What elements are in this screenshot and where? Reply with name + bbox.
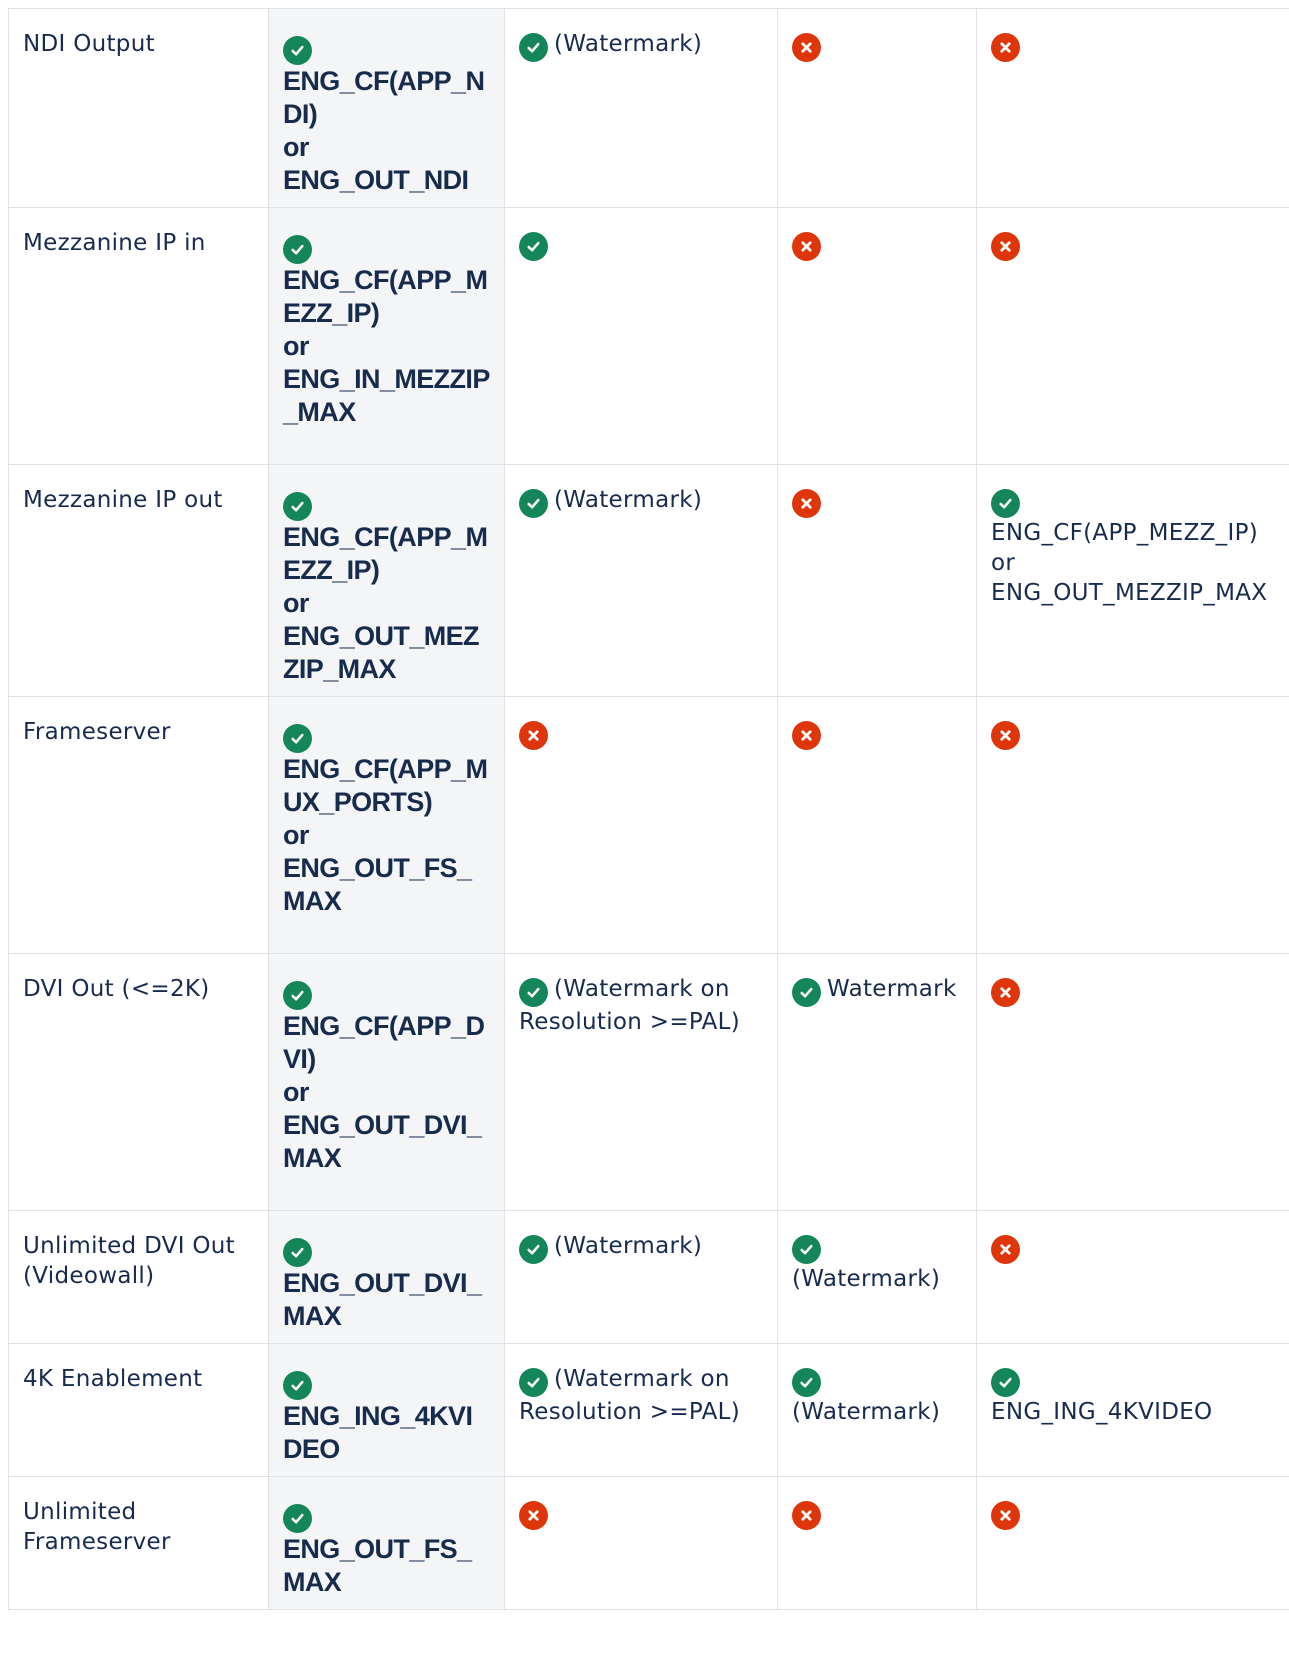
status-line xyxy=(283,228,490,264)
status-line xyxy=(991,1364,1275,1397)
feature-cell xyxy=(9,1211,269,1344)
status-line xyxy=(792,1364,962,1397)
cross-icon xyxy=(792,489,821,518)
feature-label: DVI Out (<=2K) xyxy=(23,976,210,1002)
status-line xyxy=(991,974,1275,1007)
edition-cell xyxy=(778,954,977,1211)
cross-icon xyxy=(792,232,821,261)
edition-cell xyxy=(977,697,1289,954)
license-code-line: ENG_ING_4KVIDEO xyxy=(283,1401,473,1464)
status-line xyxy=(283,1231,490,1267)
edition-cell xyxy=(778,9,977,208)
feature-cell xyxy=(9,1477,269,1610)
status-line xyxy=(519,1497,763,1530)
check-icon xyxy=(283,235,312,264)
license-code-line: ENG_OUT_MEZZIP_MAX xyxy=(991,580,1268,606)
check-icon xyxy=(283,1371,312,1400)
status-line xyxy=(991,485,1275,518)
license-requirement-cell xyxy=(269,1344,505,1477)
feature-label: Mezzanine IP in xyxy=(23,230,206,256)
edition-cell xyxy=(778,465,977,697)
table-row xyxy=(9,697,1289,954)
edition-cell xyxy=(505,954,778,1211)
license-code-line: ENG_CF(APP_MUX_PORTS) xyxy=(283,754,488,817)
feature-label: NDI Output xyxy=(23,31,155,57)
license-requirement-cell xyxy=(269,697,505,954)
feature-cell xyxy=(9,208,269,465)
license-code-line: ENG_CF(APP_NDI) xyxy=(283,66,485,129)
status-line xyxy=(792,228,962,261)
license-code-line: or xyxy=(283,132,309,162)
cross-icon xyxy=(991,1235,1020,1264)
cross-icon xyxy=(792,721,821,750)
edition-cell xyxy=(778,208,977,465)
check-icon xyxy=(792,978,821,1007)
license-code-line: ENG_OUT_NDI xyxy=(283,165,469,195)
edition-cell xyxy=(505,1344,778,1477)
license-code-line: or xyxy=(283,331,309,361)
table-body xyxy=(9,9,1289,1610)
check-icon xyxy=(283,1504,312,1533)
status-line xyxy=(519,1233,702,1259)
status-note: Watermark xyxy=(827,976,957,1002)
edition-cell xyxy=(778,1477,977,1610)
edition-cell xyxy=(977,1211,1289,1344)
status-line xyxy=(991,228,1275,261)
license-code-line: ENG_CF(APP_DVI) xyxy=(283,1011,485,1074)
edition-cell xyxy=(778,697,977,954)
license-code-line: ENG_OUT_FS_MAX xyxy=(283,853,472,916)
status-line xyxy=(283,974,490,1010)
status-line xyxy=(991,717,1275,750)
status-line xyxy=(283,1497,490,1533)
status-line xyxy=(991,1497,1275,1530)
check-icon xyxy=(519,1235,548,1264)
edition-cell xyxy=(505,697,778,954)
license-code-line: ENG_OUT_MEZZIP_MAX xyxy=(283,621,479,684)
license-requirement-cell xyxy=(269,208,505,465)
license-code-line: ENG_OUT_FS_MAX xyxy=(283,1534,472,1597)
status-line xyxy=(792,1497,962,1530)
cross-icon xyxy=(519,721,548,750)
edition-cell xyxy=(977,9,1289,208)
table-row xyxy=(9,9,1289,208)
table-row xyxy=(9,208,1289,465)
cross-icon xyxy=(991,1501,1020,1530)
status-line xyxy=(283,1364,490,1400)
edition-cell xyxy=(977,208,1289,465)
check-icon xyxy=(792,1235,821,1264)
status-note: (Watermark) xyxy=(554,31,703,57)
check-icon xyxy=(519,1368,548,1397)
status-line xyxy=(519,717,763,750)
check-icon xyxy=(519,232,548,261)
feature-cell xyxy=(9,697,269,954)
status-note: (Watermark on Resolution >=PAL) xyxy=(519,1366,741,1425)
cross-icon xyxy=(519,1501,548,1530)
table-row xyxy=(9,1344,1289,1477)
check-icon xyxy=(991,1368,1020,1397)
check-icon xyxy=(283,981,312,1010)
cross-icon xyxy=(792,33,821,62)
edition-cell xyxy=(977,1344,1289,1477)
license-code-line: or xyxy=(283,820,309,850)
feature-label: Frameserver xyxy=(23,719,171,745)
edition-cell xyxy=(778,1211,977,1344)
status-line xyxy=(792,717,962,750)
edition-cell xyxy=(977,465,1289,697)
cross-icon xyxy=(991,721,1020,750)
edition-cell xyxy=(977,954,1289,1211)
check-icon xyxy=(283,492,312,521)
status-line xyxy=(792,976,957,1002)
license-code-line: or xyxy=(991,550,1016,576)
edition-cell xyxy=(505,465,778,697)
license-requirement-cell xyxy=(269,465,505,697)
check-icon xyxy=(991,489,1020,518)
status-note: (Watermark) xyxy=(554,487,703,513)
license-code-line: (Watermark) xyxy=(792,1399,941,1425)
status-line xyxy=(519,487,702,513)
status-line xyxy=(283,485,490,521)
edition-cell xyxy=(778,1344,977,1477)
license-code-line: ENG_OUT_DVI_MAX xyxy=(283,1110,482,1173)
check-icon xyxy=(283,36,312,65)
status-line xyxy=(991,1231,1275,1264)
cross-icon xyxy=(991,232,1020,261)
check-icon xyxy=(283,724,312,753)
status-line xyxy=(792,29,962,62)
license-requirement-cell xyxy=(269,954,505,1211)
license-code-line: or xyxy=(283,588,309,618)
license-code-line: (Watermark) xyxy=(792,1266,941,1292)
license-code-line: ENG_CF(APP_MEZZ_IP) xyxy=(283,265,488,328)
feature-label: Mezzanine IP out xyxy=(23,487,223,513)
cross-icon xyxy=(991,33,1020,62)
status-line xyxy=(792,1231,962,1264)
feature-label: 4K Enablement xyxy=(23,1366,203,1392)
status-line xyxy=(283,29,490,65)
license-requirement-cell xyxy=(269,9,505,208)
feature-cell xyxy=(9,954,269,1211)
status-line xyxy=(519,31,702,57)
edition-cell xyxy=(505,208,778,465)
check-icon xyxy=(519,489,548,518)
check-icon xyxy=(519,33,548,62)
check-icon xyxy=(283,1238,312,1267)
license-requirement-cell xyxy=(269,1211,505,1344)
table-row xyxy=(9,1211,1289,1344)
feature-cell xyxy=(9,1344,269,1477)
feature-label: Unlimited DVI Out (Videowall) xyxy=(23,1233,235,1289)
license-code-line: ENG_CF(APP_MEZZ_IP) xyxy=(283,522,488,585)
license-requirement-cell xyxy=(269,1477,505,1610)
feature-cell xyxy=(9,465,269,697)
edition-cell xyxy=(505,1211,778,1344)
table-row xyxy=(9,465,1289,697)
cross-icon xyxy=(991,978,1020,1007)
check-icon xyxy=(519,978,548,1007)
status-note: (Watermark on Resolution >=PAL) xyxy=(519,976,741,1035)
status-line xyxy=(519,976,740,1035)
edition-cell xyxy=(977,1477,1289,1610)
check-icon xyxy=(792,1368,821,1397)
license-table xyxy=(8,8,1289,1610)
edition-cell xyxy=(505,9,778,208)
license-code-line: ENG_ING_4KVIDEO xyxy=(991,1399,1213,1425)
status-line xyxy=(991,29,1275,62)
edition-cell xyxy=(505,1477,778,1610)
license-code-line: ENG_IN_MEZZIP_MAX xyxy=(283,364,490,427)
table-row xyxy=(9,1477,1289,1610)
table-row xyxy=(9,954,1289,1211)
license-code-line: ENG_OUT_DVI_MAX xyxy=(283,1268,482,1331)
feature-cell xyxy=(9,9,269,208)
status-line xyxy=(283,717,490,753)
status-line xyxy=(519,1366,740,1425)
status-line xyxy=(792,485,962,518)
status-note: (Watermark) xyxy=(554,1233,703,1259)
license-code-line: or xyxy=(283,1077,309,1107)
license-code-line: ENG_CF(APP_MEZZ_IP) xyxy=(991,520,1259,546)
cross-icon xyxy=(792,1501,821,1530)
feature-label: Unlimited Frameserver xyxy=(23,1499,171,1555)
status-line xyxy=(519,228,763,261)
